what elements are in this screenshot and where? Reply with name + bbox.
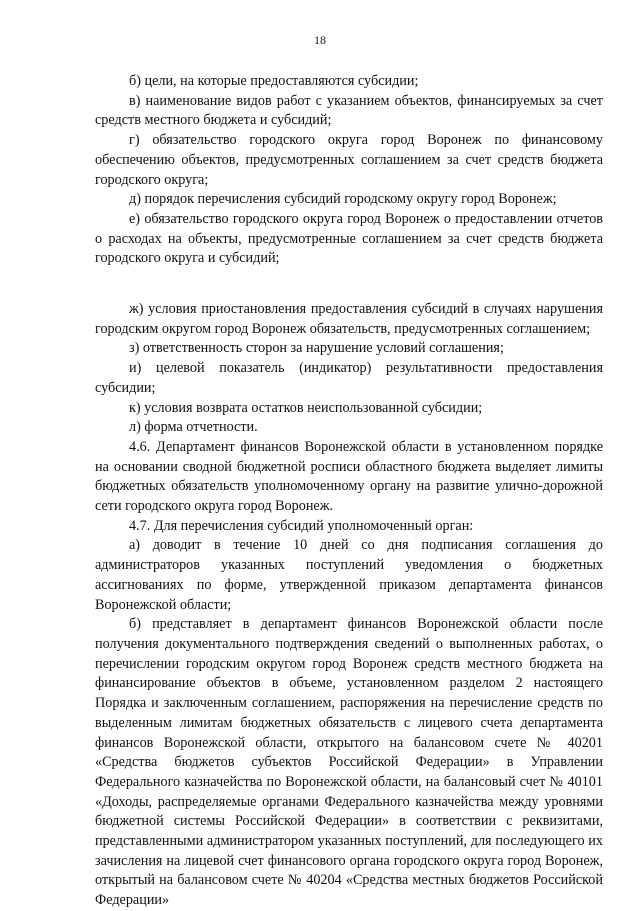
paragraph-i-target-indicator: и) целевой показатель (индикатор) результативности предоставления субсидии; <box>95 360 603 396</box>
document-body <box>95 72 603 911</box>
paragraph-zh-suspension-conditions: ж) условия приостановления предоставления субсидий в случаях нарушения городским округом город Воронеж обязательств, предусмотренных соглашением; <box>95 301 603 337</box>
paragraph-k-return-conditions: к) условия возврата остатков неиспользованной субсидии; <box>129 399 483 416</box>
paragraph-b-goals: б) цели, на которые предоставляются субсидии; <box>129 73 419 89</box>
page-number: 18 <box>314 33 326 47</box>
paragraph-4-7: 4.7. Для перечисления субсидий уполномоченный орган: <box>129 517 474 534</box>
paragraph-e-obligation-reports: е) обязательство городского округа город Воронеж о предоставлении отчетов о расходах на объекты, предусмотренные соглашением за счет средств бюджета городского округа и субсидий; <box>95 210 603 267</box>
paragraph-4-7-b: б) представляет в департамент финансов Воронежской области после получения документального подтверждения сведений о выполненных работах, о перечислении городским округом город Воронеж средств местного бюджета на финансирование объектов в объеме, установленном разделом 2 настоящего Порядка и заключенным соглашением, распоряжения на перечисление средств по выделенным лимитам бюджетных обязательств с лицевого счета департамента финансов Воронежской области, открытого на балансовом счете № 40201 «Средства бюджетов субъектов Российской Федерации» в Управлении Федерального казначейства по Воронежской области, на балансовый счет № 40101 «Доходы, распределяемые органами Федерального казначейства между уровнями бюджетной системы Российской Федерации» в соответствии с реквизитами, представленными администратором указанных поступлений, для последующего их зачисления на лицевой счет финансового органа городского округа город Воронеж, открытый на балансовом счете № 40204 «Средства местных бюджетов Российской Федерации» <box>95 616 603 909</box>
paragraph-g-obligation-funding: г) обязательство городского округа город Воронеж по финансовому обеспечению объектов, предусмотренных соглашением за счет средств бюджета городского округа; <box>95 132 603 188</box>
paragraph-l-reporting-form: л) форма отчетности. <box>129 419 258 436</box>
paragraph-z-responsibility: з) ответственность сторон за нарушение условий соглашения; <box>129 340 504 357</box>
paragraph-4-7-a: а) доводит в течение 10 дней со дня подписания соглашения до администраторов указанных поступлений уведомления о бюджетных ассигнованиях по форме, утвержденной приказом департамента финансов Воронежской области; <box>95 537 603 613</box>
paragraph-d-transfer-order: д) порядок перечисления субсидий городскому округу город Воронеж; <box>129 191 557 208</box>
paragraph-v-work-types: в) наименование видов работ с указанием объектов, финансируемых за счет средств местного бюджета и субсидий; <box>95 92 603 129</box>
blank-gap <box>95 269 603 300</box>
paragraph-4-6: 4.6. Департамент финансов Воронежской области в установленном порядке на основании сводной бюджетной росписи областного бюджета выделяет лимиты бюджетных обязательств уполномоченному органу на развитие улично-дорожной сети городского округа город Воронеж. <box>95 438 603 515</box>
